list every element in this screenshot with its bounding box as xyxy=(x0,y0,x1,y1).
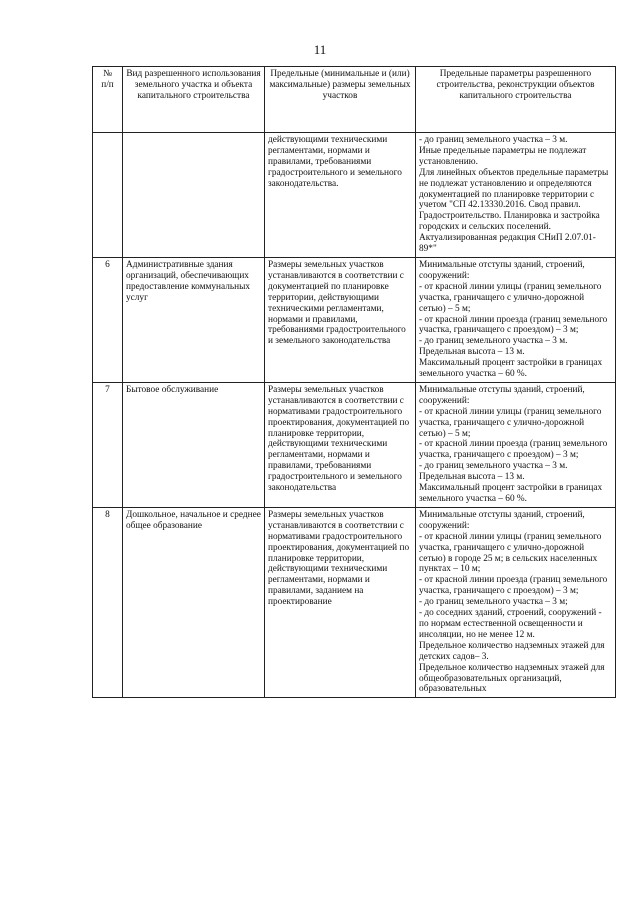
table-row xyxy=(93,507,616,697)
table-header-row xyxy=(93,67,616,133)
row-permitted-use: Бытовое обслуживание xyxy=(123,382,265,507)
row-permitted-use xyxy=(123,133,265,258)
page-number: 11 xyxy=(313,42,327,57)
param-line: Предельная высота – 13 м. xyxy=(419,472,525,483)
row-number xyxy=(93,133,123,258)
param-line: Минимальные отступы зданий, строений, сооружений: xyxy=(419,259,585,281)
param-line: - от красной линии проезда (границ земельного участка, граничащего с проездом) – 3 м; xyxy=(419,439,608,461)
param-line: - от красной линии улицы (границ земельного участка, граничащего с улично-дорожной сетью) – 5 м; xyxy=(419,281,602,314)
param-line: Минимальные отступы зданий, строений, сооружений: xyxy=(419,509,585,531)
row-plot-size: действующими техническими регламентами, нормами и правилами, требованиями градостроительного и земельного законодательства. xyxy=(265,133,416,258)
row-plot-size: Размеры земельных участков устанавливаются в соответствии с нормативами градостроительного проектирования, документацией по планировке территории, действующими техническими регламентами, нормами и правилами, заданием на проектирование xyxy=(265,507,416,697)
header-number: № п/п xyxy=(93,67,123,133)
param-line: - от красной линии улицы (границ земельного участка, граничащего с улично-дорожной сетью) в городе 25 м; в сельских населенных пунктах – 10 м; xyxy=(419,531,602,575)
row-number: 8 xyxy=(93,507,123,697)
row-permitted-use: Дошкольное, начальное и среднее общее образование xyxy=(123,507,265,697)
table-row xyxy=(93,133,616,258)
param-line: Максимальный процент застройки в границах земельного участка – 60 %. xyxy=(419,358,603,380)
row-construction-params xyxy=(416,507,616,697)
row-permitted-use: Административные здания организаций, обеспечивающих предоставление коммунальных услуг xyxy=(123,257,265,382)
header-construction-params: Предельные параметры разрешенного строительства, реконструкции объектов капитального строительства xyxy=(416,67,616,133)
param-line: - от красной линии проезда (границ земельного участка, граничащего с проездом) – 3 м; xyxy=(419,575,608,597)
table-row xyxy=(93,257,616,382)
param-line: - от красной линии проезда (границ земельного участка, граничащего с проездом) – 3 м; xyxy=(419,314,608,336)
header-plot-size: Предельные (минимальные и (или) максимальные) размеры земельных участков xyxy=(265,67,416,133)
regulations-table xyxy=(92,66,616,698)
row-number: 7 xyxy=(93,382,123,507)
param-line: - от красной линии улицы (границ земельного участка, граничащего с улично-дорожной сетью) – 5 м; xyxy=(419,406,602,439)
row-construction-params xyxy=(416,257,616,382)
row-plot-size: Размеры земельных участков устанавливаются в соответствии с документацией по планировке территории, действующими техническими регламентами, нормами и правилами, требованиями градостроительного и земельного законодательства xyxy=(265,257,416,382)
row-plot-size: Размеры земельных участков устанавливаются в соответствии с нормативами градостроительного проектирования, документацией по планировке территории, действующими техническими регламентами, нормами и правилами, требованиями градостроительного и земельного законодательства xyxy=(265,382,416,507)
table-row xyxy=(93,382,616,507)
param-line: - до границ земельного участка – 3 м; xyxy=(419,597,568,608)
row-number: 6 xyxy=(93,257,123,382)
param-line: - до границ земельного участка – 3 м. xyxy=(419,135,568,145)
param-line: - до соседних зданий, строений, сооружений - по нормам естественной освещенности и инсоляции, но не менее 12 м. xyxy=(419,608,602,640)
param-line: Для линейных объектов предельные параметры не подлежат установлению и определяются документацией по планировке территории с учетом "СП 42.13330.2016. Свод правил. Градостроительство. Планировка и застройка городских и сельских поселений. Актуализированная редакция СНиП 2.07.01-89*" xyxy=(419,167,609,255)
header-permitted-use: Вид разрешенного использования земельного участка и объекта капитального строительства xyxy=(123,67,265,133)
row-construction-params xyxy=(416,382,616,507)
param-line: Максимальный процент застройки в границах земельного участка – 60 %. xyxy=(419,483,603,504)
param-line: Предельная высота – 13 м. xyxy=(419,347,525,358)
row-construction-params xyxy=(416,133,616,258)
param-line: - до границ земельного участка – 3 м. xyxy=(419,336,568,347)
param-line: - до границ земельного участка – 3 м. xyxy=(419,461,568,472)
param-line: Предельное количество надземных этажей для общеобразовательных организаций, образовательных xyxy=(419,662,605,695)
param-line: Предельное количество надземных этажей для детских садов– 3. xyxy=(419,640,605,662)
param-line: Иные предельные параметры не подлежат установлению. xyxy=(419,145,587,167)
param-line: Минимальные отступы зданий, строений, сооружений: xyxy=(419,384,585,406)
